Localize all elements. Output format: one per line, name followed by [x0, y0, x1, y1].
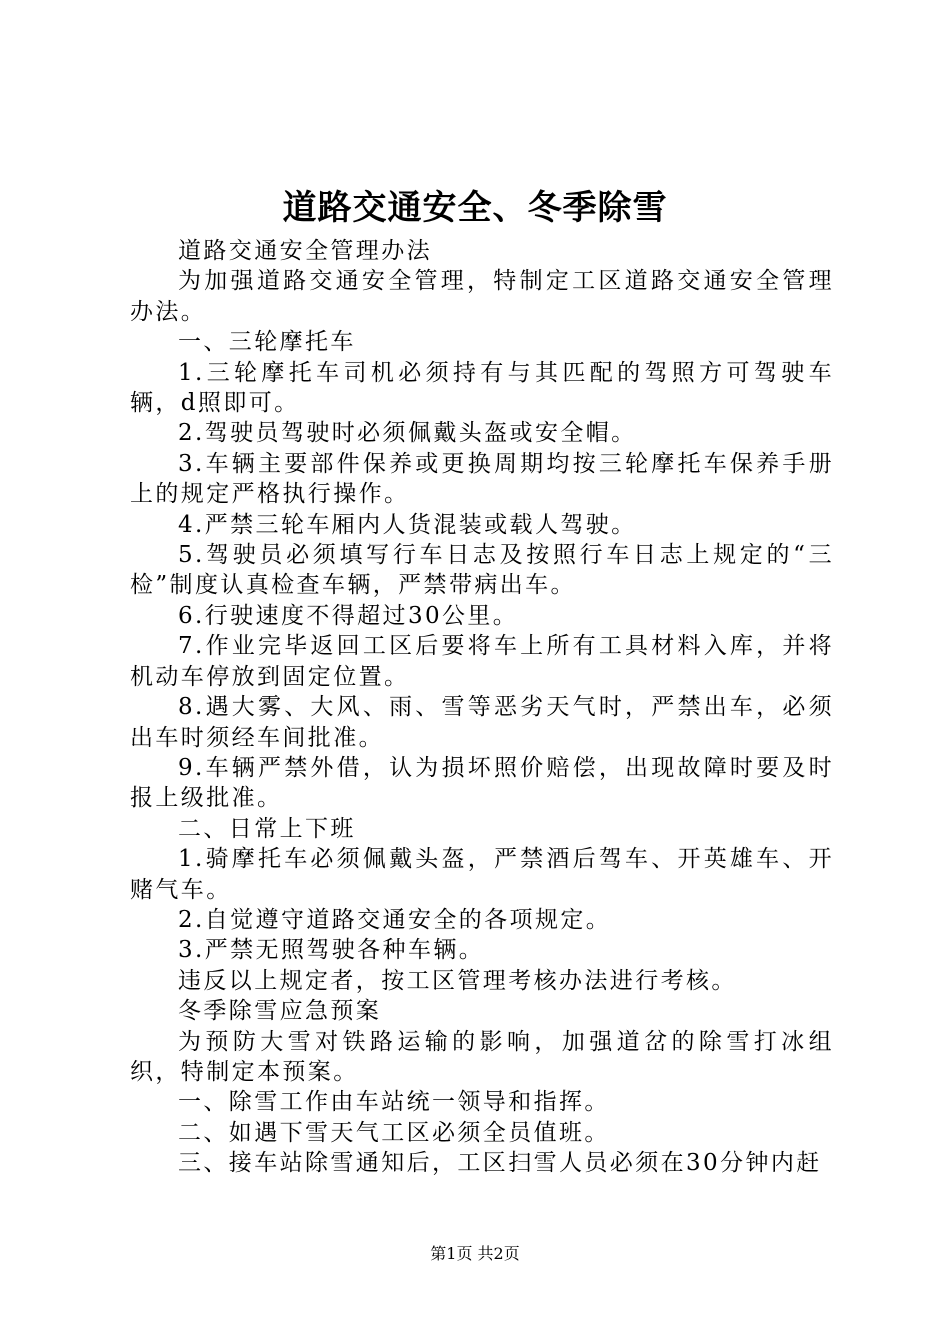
- list-item: 1.骑摩托车必须佩戴头盔，严禁酒后驾车、开英雄车、开赌气车。: [130, 846, 834, 903]
- document-title: 道路交通安全、冬季除雪: [282, 188, 668, 228]
- list-item: 二、如遇下雪天气工区必须全员值班。: [178, 1119, 610, 1146]
- list-item: 3.严禁无照驾驶各种车辆。: [178, 937, 485, 964]
- list-item: 8.遇大雾、大风、雨、雪等恶劣天气时，严禁出车，必须出车时须经车间批准。: [130, 694, 834, 751]
- list-item: 2.驾驶员驾驶时必须佩戴头盔或安全帽。: [178, 420, 637, 447]
- paragraph: 违反以上规定者，按工区管理考核办法进行考核。: [178, 967, 737, 994]
- paragraph: 为预防大雪对铁路运输的影响，加强道岔的除雪打冰组织，特制定本预案。: [130, 1028, 834, 1085]
- list-item: 4.严禁三轮车厢内人货混装或载人驾驶。: [178, 511, 637, 538]
- page-footer: 第1页 共2页: [430, 1244, 520, 1263]
- list-item: 6.行驶速度不得超过30公里。: [178, 602, 519, 629]
- list-item: 3.车辆主要部件保养或更换周期均按三轮摩托车保养手册上的规定严格执行操作。: [130, 450, 834, 508]
- list-item: 5.驾驶员必须填写行车日志及按照行车日志上规定的“三检”制度认真检查车辆，严禁带病出车。: [130, 542, 834, 599]
- paragraph: 道路交通安全管理办法: [178, 238, 432, 264]
- list-item: 7.作业完毕返回工区后要将车上所有工具材料入库，并将机动车停放到固定位置。: [130, 633, 834, 690]
- list-item: 9.车辆严禁外借，认为损坏照价赔偿，出现故障时要及时报上级批准。: [130, 754, 834, 812]
- section-heading: 冬季除雪应急预案: [178, 998, 382, 1025]
- list-item: 2.自觉遵守道路交通安全的各项规定。: [178, 906, 612, 933]
- list-item: 三、接车站除雪通知后，工区扫雪人员必须在30分钟内赶: [178, 1150, 822, 1177]
- list-item: 1.三轮摩托车司机必须持有与其匹配的驾照方可驾驶车辆，d照即可。: [130, 359, 834, 417]
- section-heading: 二、日常上下班: [178, 815, 356, 842]
- section-heading: 一、三轮摩托车: [178, 329, 356, 356]
- paragraph: 为加强道路交通安全管理，特制定工区道路交通安全管理办法。: [130, 268, 834, 325]
- list-item: 一、除雪工作由车站统一领导和指挥。: [178, 1089, 610, 1116]
- document-body: [130, 236, 834, 1179]
